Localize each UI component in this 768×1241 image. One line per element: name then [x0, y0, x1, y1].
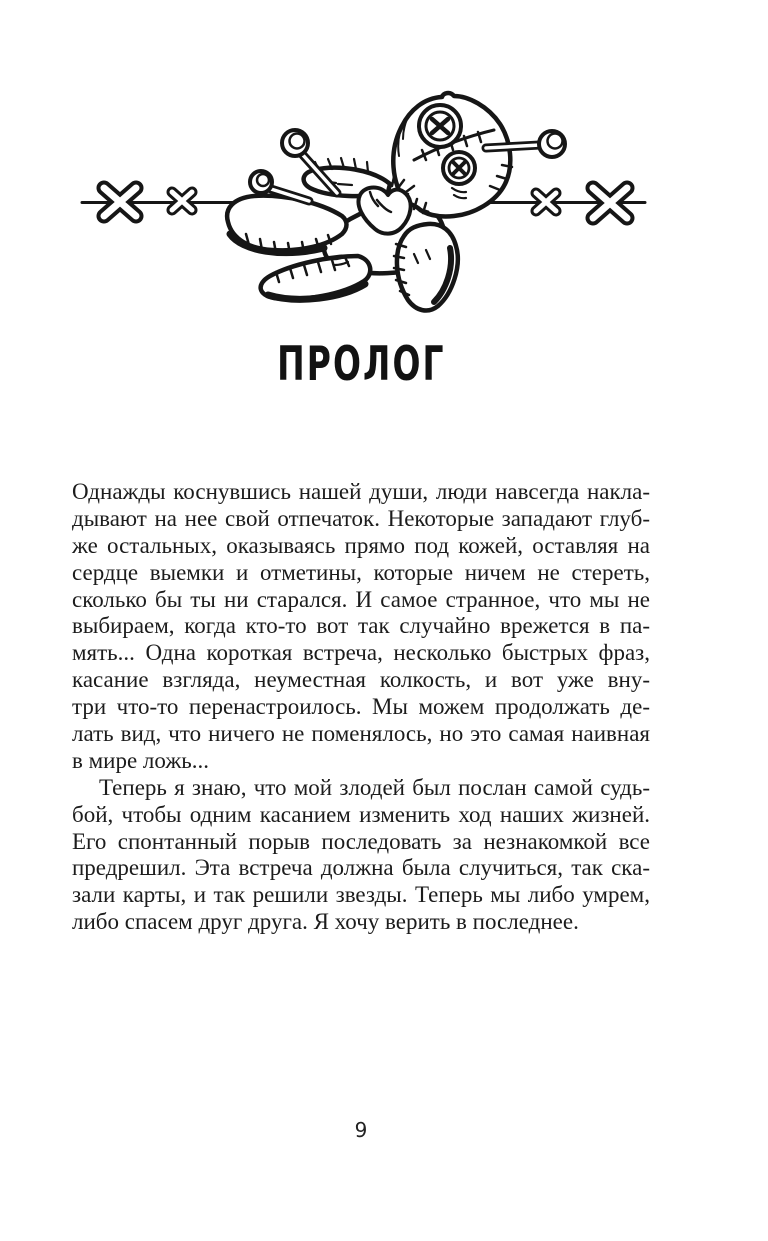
- text-line: три что-то перенастроилось. Мы можем продолжать де-: [72, 694, 650, 720]
- text-line: же остальных, оказываясь прямо под кожей, оставляя на: [72, 532, 650, 558]
- text-line: выбираем, когда кто-то вот так случайно врежется в па-: [72, 613, 650, 639]
- text-line: Однажды коснувшись нашей души, люди навсегда накла-: [72, 479, 650, 504]
- button-eye-small: [443, 152, 475, 184]
- text-line: мять... Одна короткая встреча, несколько быстрых фраз,: [72, 640, 650, 666]
- text-line: лать вид, что ничего не поменялось, но это самая наивная: [72, 721, 650, 747]
- text-line: либо спасем друг друга. Я хочу верить в последнее.: [72, 909, 579, 935]
- text-line: сердце выемки и отметины, которые ничем не стереть,: [72, 559, 650, 585]
- text-line: дывают на нее свой отпечаток. Некоторые западают глуб-: [72, 505, 650, 531]
- text-line: Его спонтанный порыв последовать за незнакомкой все: [72, 828, 650, 854]
- text-line: зали карты, и так решили звезды. Теперь мы либо умрем,: [72, 882, 650, 908]
- text-line: касание взгляда, неуместная колкость, и вот уже вну-: [72, 667, 650, 693]
- page-number: 9: [354, 1118, 368, 1142]
- chapter-heading: [72, 338, 650, 392]
- text-line: предрешил. Эта встреча должна была случиться, так ска-: [72, 855, 650, 881]
- voodoo-doll-illustration: [62, 88, 662, 338]
- body-text: [72, 479, 650, 936]
- paragraph: [72, 479, 650, 775]
- text-line: Теперь я знаю, что мой злодей был послан самой судь-: [99, 774, 650, 800]
- text-line: бой, чтобы одним касанием изменить ход наших жизней.: [72, 801, 650, 827]
- chapter-heading-text: ПРОЛОГ: [276, 337, 446, 392]
- button-eye-large: [419, 105, 461, 147]
- text-line: сколько бы ты ни старался. И самое странное, что мы не: [72, 586, 650, 612]
- paragraph: [72, 775, 650, 936]
- text-line: в мире ложь...: [72, 747, 209, 773]
- chapter-ornament: [62, 88, 662, 338]
